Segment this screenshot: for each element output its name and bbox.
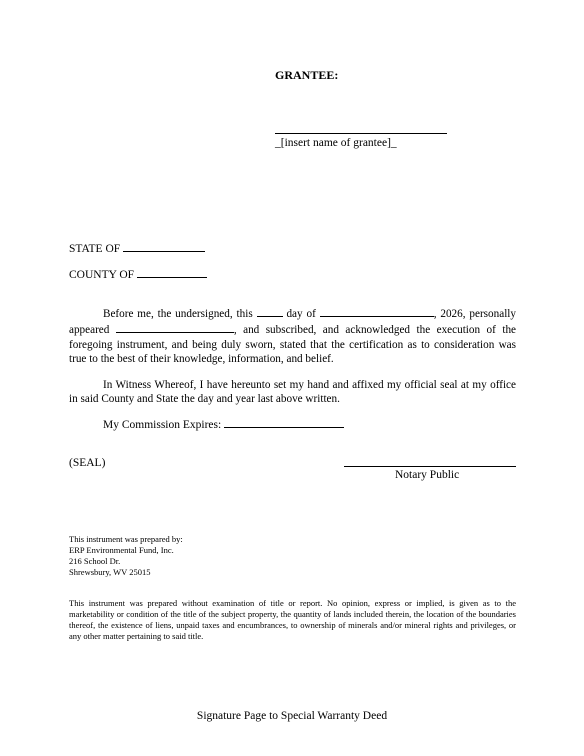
- county-label: COUNTY OF: [69, 269, 135, 281]
- seal-label: (SEAL): [69, 457, 106, 469]
- notary-public-label: Notary Public: [395, 469, 460, 481]
- commission-line: [103, 416, 344, 432]
- ack-part-2: day of: [286, 308, 316, 320]
- grantee-heading: GRANTEE:: [275, 68, 339, 82]
- ack-part-4: , and subscribed, and acknowledged the execution of the foregoing instrument, and being duly sworn, stated that the certification as to consideration was true to the best of their knowledge, information, and belief.: [69, 324, 516, 366]
- title-disclaimer: This instrument was prepared without examination of title or report. No opinion, express or implied, is given as to the marketability or condition of the title of the subject property, the quantity of lands included therein, the location of the boundaries thereof, the existence of liens, unpaid taxes and encumbrances, to ownership of minerals and/or mineral rights and privileges, or any other matter pertaining to said title.: [69, 598, 516, 641]
- notary-signature-line: [344, 466, 516, 467]
- commission-blank: [224, 416, 344, 428]
- ack-name-blank: [116, 321, 234, 333]
- prepared-by-address-1: 216 School Dr.: [69, 556, 121, 566]
- prepared-by-org: ERP Environmental Fund, Inc.: [69, 545, 174, 555]
- ack-day-blank: [257, 305, 283, 317]
- ack-part-3: , 2026, personally appeared: [69, 308, 517, 337]
- county-blank: [137, 266, 207, 278]
- prepared-by-address-2: Shrewsbury, WV 25015: [69, 567, 151, 577]
- county-line: [69, 266, 207, 282]
- commission-label: My Commission Expires:: [103, 419, 222, 431]
- state-blank: [123, 240, 205, 252]
- ack-month-blank: [320, 305, 434, 317]
- acknowledgment-paragraph: [69, 305, 516, 367]
- page-footer: Signature Page to Special Warranty Deed: [196, 710, 388, 722]
- grantee-name-placeholder: _[insert name of grantee]_: [275, 137, 397, 149]
- ack-part-1: Before me, the undersigned, this: [103, 308, 253, 320]
- grantee-signature-line: [275, 133, 447, 134]
- state-label: STATE OF: [69, 243, 121, 255]
- state-line: [69, 240, 205, 256]
- witness-paragraph: In Witness Whereof, I have hereunto set my hand and affixed my official seal at my office in said County and State the day and year last above written.: [69, 379, 516, 406]
- prepared-by-heading: This instrument was prepared by:: [69, 534, 183, 544]
